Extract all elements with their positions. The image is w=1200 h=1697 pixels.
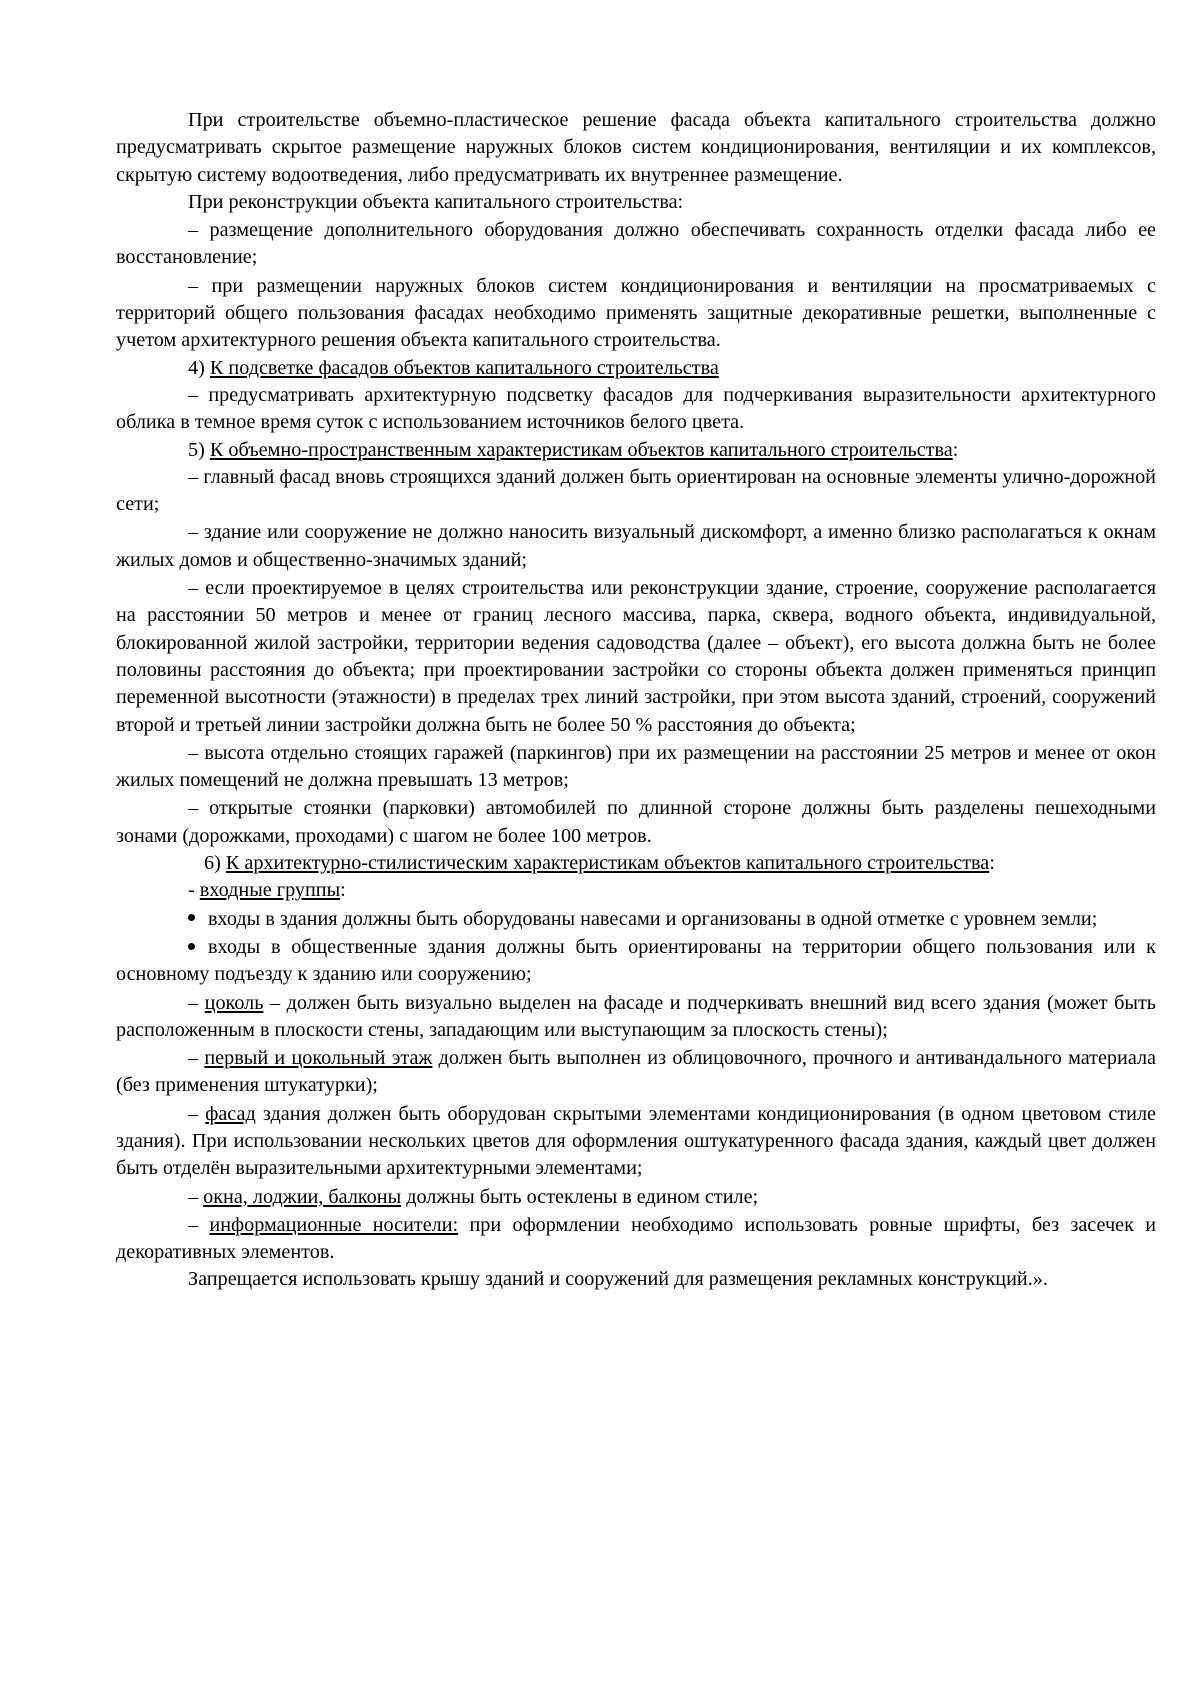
info-carriers-text: при оформлении необходимо использовать ровные шрифты, без засечек и декоративных элементов. bbox=[116, 1213, 1157, 1264]
facade-term: фасад bbox=[205, 1102, 256, 1125]
paragraph-main-facade: – главный фасад вновь строящихся зданий должен быть ориентирован на основные элементы улично-дорожной сети; bbox=[116, 465, 1156, 516]
paragraph-roof-advertising-ban: Запрещается использовать крышу зданий и сооружений для размещения рекламных конструкций.». bbox=[188, 1268, 1048, 1291]
list-item-entrances-canopies bbox=[116, 906, 1156, 933]
section-4-number: 4) bbox=[188, 356, 210, 379]
paragraph-parking: – открытые стоянки (парковки) автомобилей по длинной стороне должны быть разделены пешеходными зонами (дорожками, проходами) с шагом не более 100 метров. bbox=[116, 797, 1156, 847]
paragraph-garages: – высота отдельно стоящих гаражей (паркингов) при их размещении на расстоянии 25 метров и менее от окон жилых помещений не должна превышать 13 метров; bbox=[116, 741, 1156, 792]
paragraph-height-limits: – если проектируемое в целях строительства или реконструкции здание, строение, сооружение располагается на расстоянии 50 метров и менее от границ лесного массива, парка, сквера, водного объекта, индивидуальной, блокированной жилой застройки, территории ведения садоводства (далее – объект), его высота должна быть не более половины расстояния до объекта; при проектировании застройки со стороны объекта должен применяться принцип переменной высотности (этажности) в пределах трех линий застройки, при этом высота зданий, строений, сооружений второй и третьей линии застройки должна быть не более 50 % расстояния до объекта; bbox=[116, 577, 1156, 736]
info-carriers-term: информационные носители: bbox=[209, 1213, 459, 1236]
first-floor-text: должен быть выполнен из облицовочного, прочного и антивандального материала (без применения штукатурки); bbox=[116, 1047, 1156, 1097]
paragraph-reconstruction-heading: При реконструкции объекта капитального строительства: bbox=[188, 190, 684, 213]
section-6-colon: : bbox=[989, 852, 995, 875]
facade-text: здания должен быть оборудован скрытыми элементами кондиционирования (в одном цветовом стиле здания). При использовании нескольких цветов для оформления оштукатуренного фасада здания, каждый цвет должен быть отделён выразительными архитектурными элементами; bbox=[116, 1102, 1156, 1180]
entrance-groups-title: входные группы bbox=[199, 879, 341, 902]
facade-dash: – bbox=[188, 1102, 206, 1125]
paragraph-info-carriers bbox=[116, 1212, 1156, 1267]
document-page bbox=[116, 107, 1156, 1294]
section-6-heading bbox=[116, 850, 1156, 877]
first-floor-term: первый и цокольный этаж bbox=[204, 1047, 433, 1070]
entrance-groups-dash: - bbox=[188, 879, 200, 902]
windows-dash: – bbox=[188, 1185, 204, 1208]
paragraph-facade bbox=[116, 1101, 1156, 1183]
section-4-title: К подсветке фасадов объектов капитального строительства bbox=[209, 356, 719, 379]
plinth-term: цоколь bbox=[204, 991, 264, 1014]
list-item-text: входы в общественные здания должны быть ориентированы на территории общего пользования или к основному подъезду к зданию или сооружению; bbox=[116, 935, 1156, 986]
list-item-public-entrances bbox=[116, 934, 1156, 989]
section-6-number: 6) bbox=[204, 852, 226, 875]
section-6-title: К архитектурно-стилистическим характеристикам объектов капитального строительства bbox=[225, 852, 990, 875]
windows-text: должны быть остеклены в едином стиле; bbox=[401, 1185, 759, 1208]
section-5-colon: : bbox=[952, 438, 959, 461]
first-floor-dash: – bbox=[188, 1047, 205, 1070]
section-4-heading bbox=[116, 355, 1156, 382]
section-5-title: К объемно-пространственным характеристикам объектов капитального строительства bbox=[209, 438, 953, 461]
section-5-number: 5) bbox=[188, 438, 210, 461]
list-item-text: входы в здания должны быть оборудованы навесами и организованы в одной отметке с уровнем земли; bbox=[208, 907, 1098, 930]
paragraph-facade-lighting: – предусматривать архитектурную подсветку фасадов для подчеркивания выразительности архитектурного облика в темное время суток с использованием источников белого цвета. bbox=[116, 383, 1156, 434]
info-carriers-dash: – bbox=[188, 1213, 210, 1236]
bullet-icon bbox=[188, 906, 208, 933]
paragraph-decorative-grilles: – при размещении наружных блоков систем кондиционирования и вентиляции на просматриваемых с территорий общего пользования фасадах необходимо применять защитные декоративные решетки, выполненные с учетом архитектурного решения объекта капитального строительства. bbox=[116, 274, 1156, 352]
paragraph-first-floor bbox=[116, 1045, 1156, 1100]
paragraph-construction-requirements: При строительстве объемно-пластическое решение фасада объекта капитального строительства должно предусматривать скрытое размещение наружных блоков систем кондиционирования, вентиляции и их комплексов, скрытую систему водоотведения, либо предусматривать их внутреннее размещение. bbox=[116, 109, 1156, 186]
paragraph-equipment-placement: – размещение дополнительного оборудования должно обеспечивать сохранность отделки фасада либо ее восстановление; bbox=[116, 219, 1156, 269]
bullet-icon bbox=[188, 934, 208, 961]
plinth-text: – должен быть визуально выделен на фасаде и подчеркивать внешний вид всего здания (может быть расположенным в плоскости стены, западающим или выступающим за плоскость стены); bbox=[116, 991, 1156, 1041]
paragraph-plinth bbox=[116, 990, 1156, 1045]
section-5-heading bbox=[116, 437, 1156, 464]
entrance-groups-heading bbox=[116, 877, 1156, 904]
entrance-groups-colon: : bbox=[340, 879, 346, 902]
paragraph-windows bbox=[116, 1184, 1156, 1211]
paragraph-visual-discomfort: – здание или сооружение не должно наносить визуальный дискомфорт, а именно близко располагаться к окнам жилых домов и общественно-значимых зданий; bbox=[116, 521, 1156, 571]
windows-term: окна, лоджии, балконы bbox=[203, 1185, 402, 1208]
plinth-dash: – bbox=[188, 991, 205, 1014]
